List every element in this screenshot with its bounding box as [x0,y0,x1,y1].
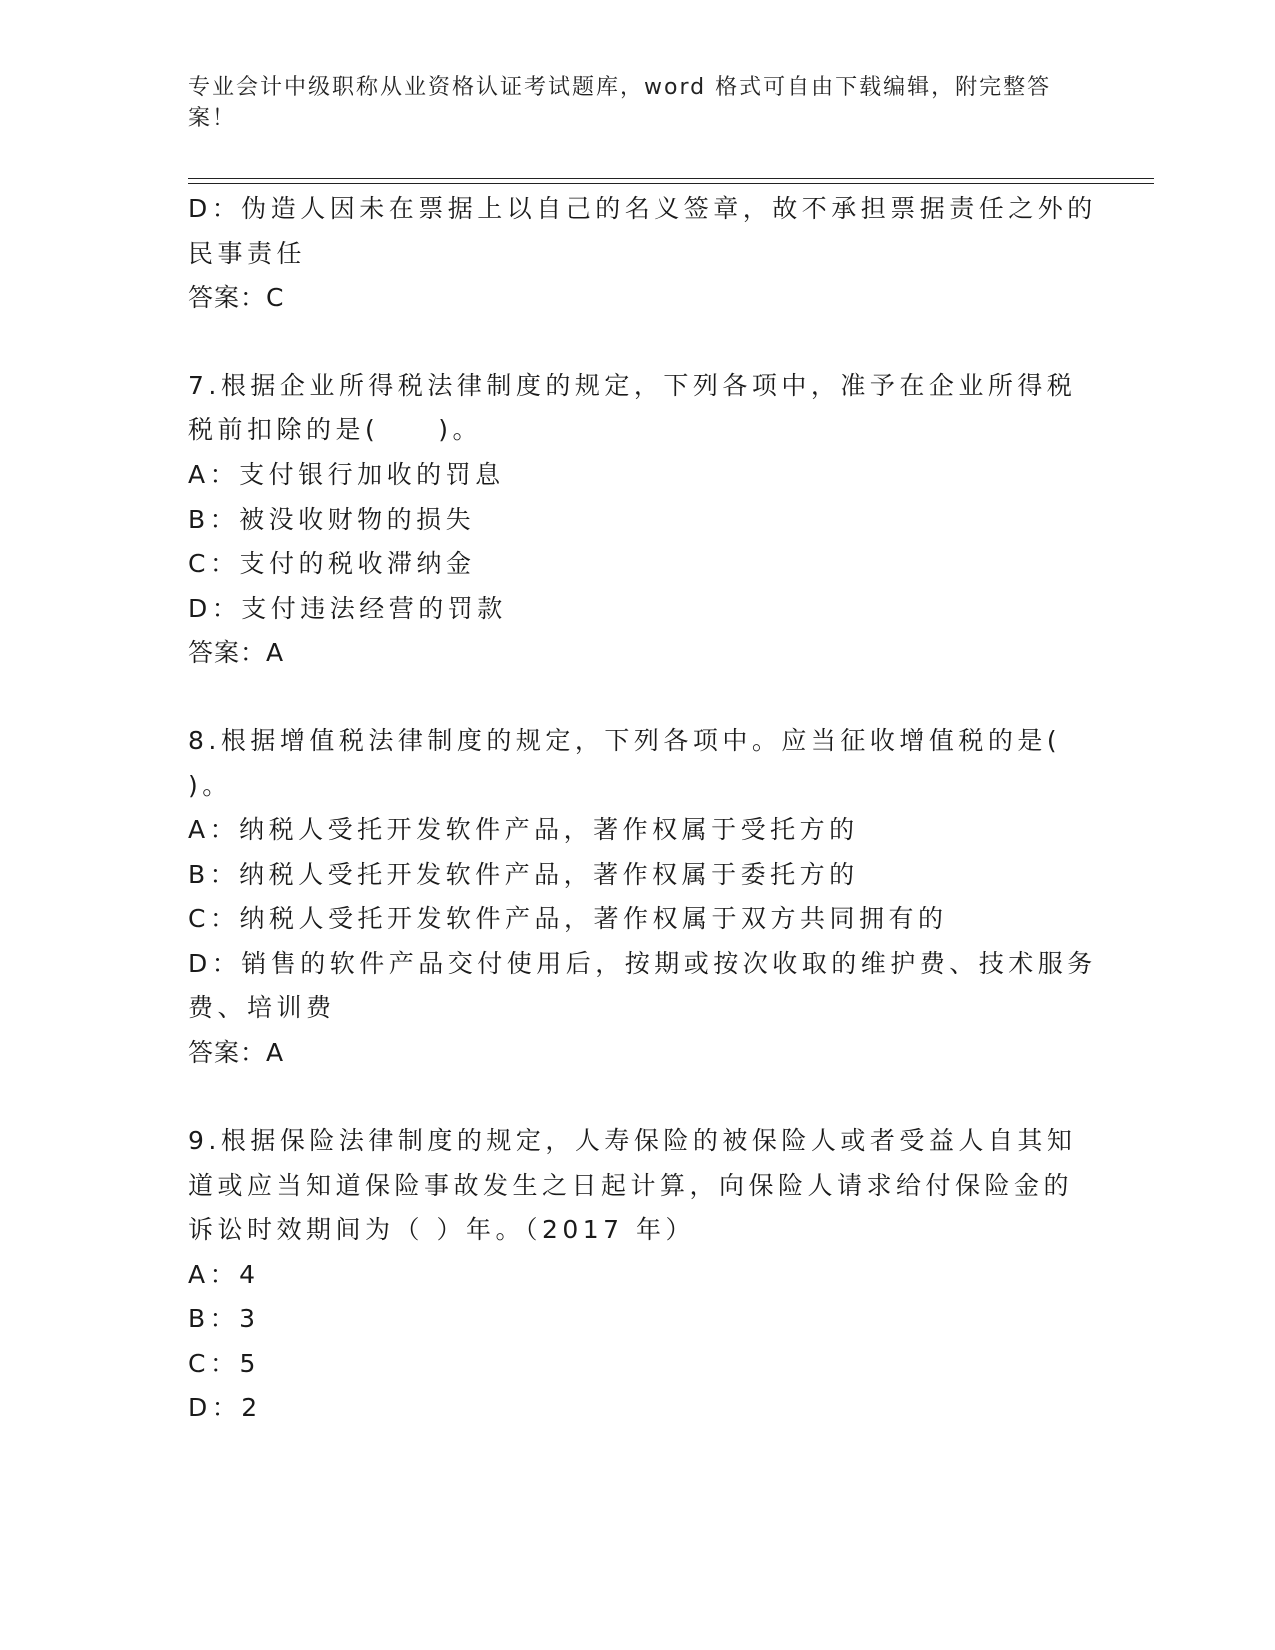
question-8: 8.根据增值税法律制度的规定，下列各项中。应当征收增值税的是( [188,726,1062,755]
question-7: 7.根据企业所得税法律制度的规定，下列各项中，准予在企业所得税 [188,371,1077,400]
option-8d: D：销售的软件产品交付使用后，按期或按次收取的维护费、技术服务 [188,949,1097,978]
option-6d-cont: 民事责任 [188,239,307,268]
option-7b: B：被没收财物的损失 [188,505,476,534]
option-6d: D：伪造人因未在票据上以自己的名义签章，故不承担票据责任之外的 [188,194,1097,223]
option-7a: A：支付银行加收的罚息 [188,460,505,489]
option-8d-cont: 费、培训费 [188,993,336,1022]
header-rule-top [188,178,1154,179]
question-9-cont-1: 道或应当知道保险事故发生之日起计算，向保险人请求给付保险金的 [188,1171,1074,1200]
answer-8: 答案：A [188,1038,285,1067]
option-8a: A：纳税人受托开发软件产品，著作权属于受托方的 [188,815,859,844]
option-7c: C：支付的税收滞纳金 [188,549,476,578]
answer-6: 答案：C [188,283,285,312]
question-9-cont-2: 诉讼时效期间为（ ）年。（2017 年） [188,1215,696,1244]
question-7-cont: 税前扣除的是( )。 [188,415,483,444]
option-9c: C：5 [188,1349,260,1378]
answer-7: 答案：A [188,638,285,667]
header-rule-bottom [188,183,1154,184]
option-8c: C：纳税人受托开发软件产品，著作权属于双方共同拥有的 [188,904,948,933]
document-header: 专业会计中级职称从业资格认证考试题库，word 格式可自由下载编辑，附完整答案！ [188,75,1052,131]
option-9d: D：2 [188,1393,262,1422]
option-9b: B：3 [188,1304,260,1333]
question-8-cont: )。 [188,771,232,800]
option-8b: B：纳税人受托开发软件产品，著作权属于委托方的 [188,860,859,889]
question-9: 9.根据保险法律制度的规定，人寿保险的被保险人或者受益人自其知 [188,1126,1077,1155]
option-9a: A：4 [188,1260,260,1289]
option-7d: D：支付违法经营的罚款 [188,594,507,623]
